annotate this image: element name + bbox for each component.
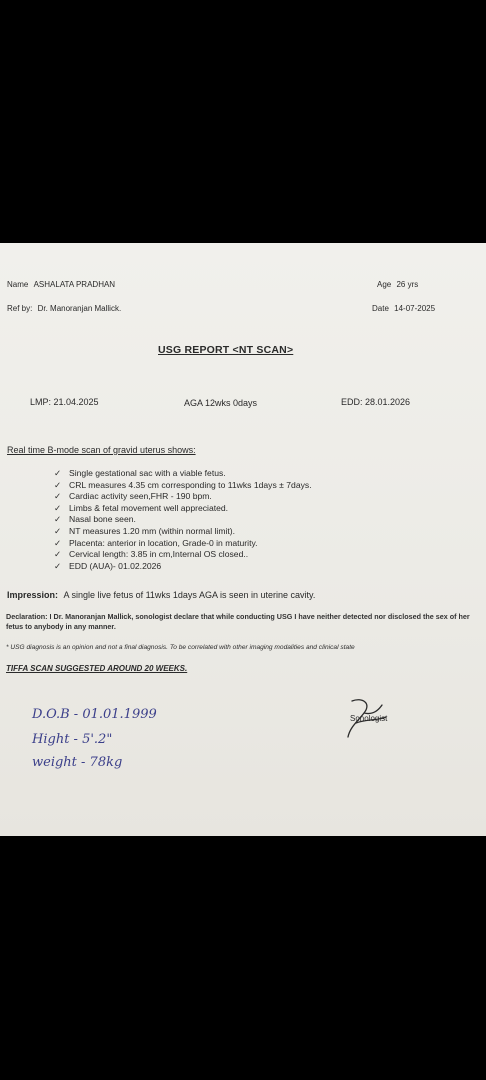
check-icon: ✓ (54, 468, 62, 478)
handwritten-height: Hight - 5'.2" (32, 732, 113, 747)
check-icon: ✓ (54, 514, 62, 525)
finding-item: ✓ Placenta: anterior in location, Grade-0 in maturity. (54, 537, 258, 548)
impression-label: Impression: (7, 590, 59, 600)
patient-age-row (377, 280, 418, 289)
patient-name-row (7, 280, 115, 289)
finding-item: ✓ Limbs & fetal movement well appreciated. (54, 502, 229, 513)
impression-row (7, 590, 315, 600)
age-label: Age (377, 280, 392, 289)
check-icon: ✓ (54, 491, 62, 502)
report-title: USG REPORT <NT SCAN> (158, 344, 294, 356)
finding-item: ✓ Nasal bone seen. (54, 514, 136, 525)
ref-doctor: Dr. Manoranjan Mallick. (37, 304, 122, 313)
handwritten-weight: weight - 78kg (32, 755, 123, 770)
report-date-row (372, 304, 435, 313)
finding-item: ✓ EDD (AUA)- 01.02.2026 (54, 560, 162, 571)
finding-item: ✓ Cervical length: 3.85 in cm,Internal OS closed.. (54, 549, 249, 560)
finding-item: ✓ NT measures 1.20 mm (within normal limit). (54, 525, 236, 536)
finding-item: ✓ Cardiac activity seen,FHR - 190 bpm. (54, 491, 212, 502)
report-paper (0, 243, 486, 836)
report-date: 14-07-2025 (394, 304, 436, 313)
check-icon: ✓ (54, 502, 62, 513)
disclaimer: * USG diagnosis is an opinion and not a final diagnosis. To be correlated with other imaging modalities and clinical state (6, 644, 355, 651)
aga-value: AGA 12wks 0days (184, 398, 258, 408)
check-icon: ✓ (54, 560, 62, 571)
impression-text: A single live fetus of 11wks 1days AGA is seen in uterine cavity. (63, 590, 316, 600)
finding-item: ✓ CRL measures 4.35 cm corresponding to 11wks 1days ± 7days. (54, 479, 312, 490)
declaration-text: I Dr. Manoranjan Mallick, sonologist declare that while conducting USG I have neither detected nor disclosed the sex of her fetus to anybody in any manner. (6, 612, 470, 631)
patient-name: ASHALATA PRADHAN (33, 280, 116, 289)
check-icon: ✓ (54, 525, 62, 536)
referred-by-row (7, 304, 121, 313)
name-label: Name (7, 280, 29, 289)
ref-label: Ref by: (7, 304, 33, 313)
handwritten-dob: D.O.B - 01.01.1999 (32, 707, 157, 722)
patient-age: 26 yrs (396, 280, 419, 289)
scan-heading: Real time B-mode scan of gravid uterus shows: (7, 445, 196, 455)
check-icon: ✓ (54, 479, 62, 490)
lmp-date: LMP: 21.04.2025 (30, 397, 99, 407)
tiffa-suggestion: TIFFA SCAN SUGGESTED AROUND 20 WEEKS. (6, 664, 188, 673)
check-icon: ✓ (54, 537, 62, 548)
declaration (6, 612, 478, 631)
findings-list (54, 468, 312, 572)
check-icon: ✓ (54, 549, 62, 560)
edd-date: EDD: 28.01.2026 (341, 397, 411, 407)
date-label: Date (372, 304, 389, 313)
signature-label: Sonologist (350, 714, 388, 723)
declaration-label: Declaration: (6, 612, 48, 621)
finding-item: ✓ Single gestational sac with a viable fetus. (54, 468, 226, 478)
